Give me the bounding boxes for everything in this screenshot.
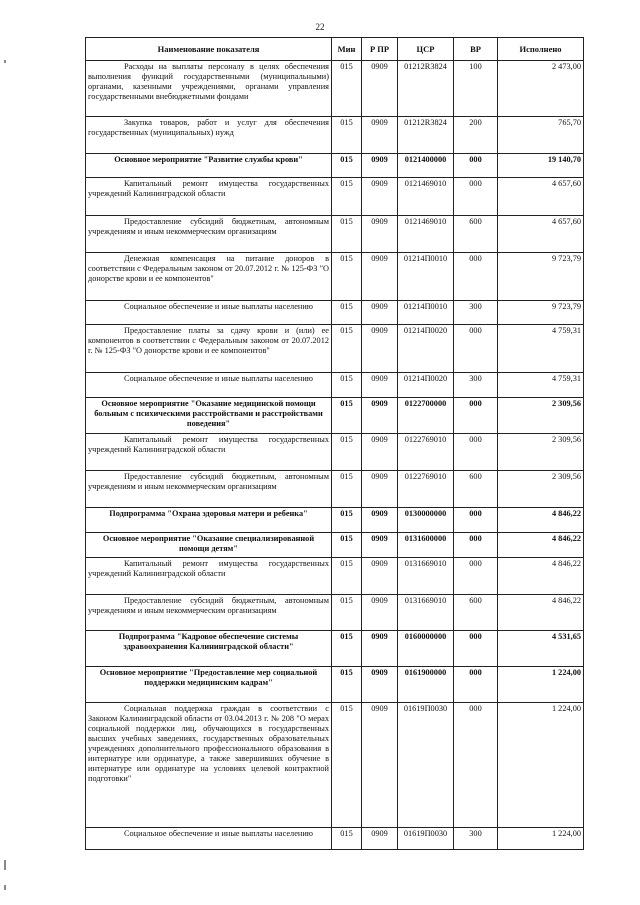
row-csr: 0122700000	[398, 398, 454, 434]
row-min: 015	[332, 595, 362, 631]
row-csr: 0131669010	[398, 558, 454, 595]
row-amount: 19 140,70	[498, 154, 584, 178]
row-rpr: 0909	[362, 61, 398, 117]
row-amount: 1 224,00	[498, 828, 584, 850]
row-amount: 1 224,00	[498, 667, 584, 703]
row-rpr: 0909	[362, 373, 398, 398]
row-amount: 2 309,56	[498, 434, 584, 471]
row-amount: 4 846,22	[498, 533, 584, 558]
column-header-amount: Исполнено	[498, 38, 584, 61]
row-rpr: 0909	[362, 325, 398, 373]
row-name: Предоставление субсидий бюджетным, автономным учреждениям и иным некоммерческим организациям	[86, 471, 332, 508]
row-amount: 4 759,31	[498, 325, 584, 373]
table-row	[86, 61, 584, 117]
row-min: 015	[332, 178, 362, 216]
table-row	[86, 595, 584, 631]
page-number: 22	[315, 22, 325, 32]
row-vr: 000	[454, 533, 498, 558]
row-vr: 000	[454, 434, 498, 471]
row-rpr: 0909	[362, 253, 398, 301]
row-min: 015	[332, 325, 362, 373]
row-rpr: 0909	[362, 178, 398, 216]
table-row	[86, 253, 584, 301]
row-min: 015	[332, 667, 362, 703]
row-csr: 0121469010	[398, 216, 454, 253]
row-vr: 000	[454, 508, 498, 533]
column-header-vr: ВР	[454, 38, 498, 61]
table-row	[86, 301, 584, 325]
table-row	[86, 558, 584, 595]
row-vr: 000	[454, 703, 498, 828]
table-row	[86, 398, 584, 434]
row-vr: 000	[454, 398, 498, 434]
scan-artifact	[4, 60, 6, 63]
row-vr: 600	[454, 595, 498, 631]
row-min: 015	[332, 828, 362, 850]
row-rpr: 0909	[362, 828, 398, 850]
row-min: 015	[332, 61, 362, 117]
row-rpr: 0909	[362, 595, 398, 631]
row-vr: 300	[454, 373, 498, 398]
row-vr: 300	[454, 301, 498, 325]
row-amount: 1 224,00	[498, 703, 584, 828]
table-row	[86, 178, 584, 216]
row-name: Подпрограмма "Охрана здоровья матери и ребенка"	[86, 508, 332, 533]
row-vr: 000	[454, 558, 498, 595]
row-amount: 4 846,22	[498, 558, 584, 595]
row-min: 015	[332, 471, 362, 508]
row-name: Социальное обеспечение и иные выплаты населению	[86, 301, 332, 325]
row-amount: 9 723,79	[498, 253, 584, 301]
row-name: Капитальный ремонт имущества государственных учреждений Калининградской области	[86, 434, 332, 471]
table-row	[86, 533, 584, 558]
row-rpr: 0909	[362, 301, 398, 325]
row-vr: 000	[454, 178, 498, 216]
row-rpr: 0909	[362, 667, 398, 703]
row-amount: 4 846,22	[498, 508, 584, 533]
row-name: Закупка товаров, работ и услуг для обеспечения государственных (муниципальных) нужд	[86, 117, 332, 154]
row-csr: 01214П0020	[398, 373, 454, 398]
row-name: Предоставление субсидий бюджетным, автономным учреждениям и иным некоммерческим организациям	[86, 216, 332, 253]
row-name: Предоставление платы за сдачу крови и (или) ее компонентов в соответствии с Федеральным законом от 20.07.2012 г. № 125-ФЗ "О донорстве крови и ее компонентов"	[86, 325, 332, 373]
table-row	[86, 828, 584, 850]
row-csr: 0122769010	[398, 471, 454, 508]
row-name: Социальное обеспечение и иные выплаты населению	[86, 828, 332, 850]
row-csr: 01212R3824	[398, 117, 454, 154]
column-header-rpr: Р ПР	[362, 38, 398, 61]
row-rpr: 0909	[362, 216, 398, 253]
table-row	[86, 216, 584, 253]
table-row	[86, 703, 584, 828]
row-amount: 4 846,22	[498, 595, 584, 631]
table-row	[86, 117, 584, 154]
row-vr: 100	[454, 61, 498, 117]
row-csr: 0122769010	[398, 434, 454, 471]
row-name: Основное мероприятие "Предоставление мер социальной поддержки медицинским кадрам"	[86, 667, 332, 703]
row-rpr: 0909	[362, 117, 398, 154]
row-amount: 2 309,56	[498, 398, 584, 434]
row-csr: 0131669010	[398, 595, 454, 631]
row-vr: 000	[454, 325, 498, 373]
row-vr: 000	[454, 667, 498, 703]
row-name: Капитальный ремонт имущества государственных учреждений Калининградской области	[86, 558, 332, 595]
row-amount: 4 657,60	[498, 178, 584, 216]
scan-artifact	[4, 860, 6, 870]
row-min: 015	[332, 508, 362, 533]
row-csr: 01214П0010	[398, 301, 454, 325]
row-amount: 4 531,65	[498, 631, 584, 667]
row-amount: 2 473,00	[498, 61, 584, 117]
row-min: 015	[332, 117, 362, 154]
row-name: Капитальный ремонт имущества государственных учреждений Калининградской области	[86, 178, 332, 216]
row-min: 015	[332, 631, 362, 667]
row-csr: 0121469010	[398, 178, 454, 216]
row-csr: 0130000000	[398, 508, 454, 533]
row-vr: 000	[454, 631, 498, 667]
row-rpr: 0909	[362, 533, 398, 558]
row-csr: 0131600000	[398, 533, 454, 558]
row-min: 015	[332, 558, 362, 595]
row-name: Социальное обеспечение и иные выплаты населению	[86, 373, 332, 398]
row-rpr: 0909	[362, 471, 398, 508]
row-vr: 000	[454, 154, 498, 178]
row-rpr: 0909	[362, 703, 398, 828]
column-header-name: Наименование показателя	[86, 38, 332, 61]
table-body	[86, 61, 584, 850]
row-vr: 000	[454, 253, 498, 301]
table-row	[86, 631, 584, 667]
row-min: 015	[332, 216, 362, 253]
row-name: Основное мероприятие "Оказание специализированной помощи детям"	[86, 533, 332, 558]
row-min: 015	[332, 154, 362, 178]
row-amount: 4 657,60	[498, 216, 584, 253]
row-csr: 01619П0030	[398, 703, 454, 828]
row-min: 015	[332, 434, 362, 471]
column-header-csr: ЦСР	[398, 38, 454, 61]
row-name: Подпрограмма "Кадровое обеспечение системы здравоохранения Калининградской области"	[86, 631, 332, 667]
table-row	[86, 667, 584, 703]
row-amount: 765,70	[498, 117, 584, 154]
row-amount: 4 759,31	[498, 373, 584, 398]
row-csr: 01214П0020	[398, 325, 454, 373]
row-vr: 300	[454, 828, 498, 850]
row-csr: 01619П0030	[398, 828, 454, 850]
row-vr: 200	[454, 117, 498, 154]
row-vr: 600	[454, 471, 498, 508]
scan-artifact	[4, 885, 6, 890]
row-amount: 2 309,56	[498, 471, 584, 508]
table-header-row	[86, 38, 584, 61]
row-csr: 01214П0010	[398, 253, 454, 301]
row-min: 015	[332, 301, 362, 325]
table-row	[86, 373, 584, 398]
row-name: Расходы на выплаты персоналу в целях обеспечения выполнения функций государственными (муниципальными) органами, казенными учреждениями, органами управления государственными внебюджетными фондами	[86, 61, 332, 117]
budget-execution-table	[85, 37, 584, 850]
row-rpr: 0909	[362, 631, 398, 667]
row-csr: 0160000000	[398, 631, 454, 667]
row-rpr: 0909	[362, 558, 398, 595]
row-min: 015	[332, 373, 362, 398]
row-name: Основное мероприятие "Оказание медицинской помощи больным с психическими расстройствами и расстройствами поведения"	[86, 398, 332, 434]
row-rpr: 0909	[362, 154, 398, 178]
row-rpr: 0909	[362, 398, 398, 434]
row-min: 015	[332, 253, 362, 301]
table-row	[86, 434, 584, 471]
row-csr: 0121400000	[398, 154, 454, 178]
row-rpr: 0909	[362, 434, 398, 471]
row-min: 015	[332, 533, 362, 558]
row-name: Предоставление субсидий бюджетным, автономным учреждениям и иным некоммерческим организациям	[86, 595, 332, 631]
table-row	[86, 508, 584, 533]
row-rpr: 0909	[362, 508, 398, 533]
row-name: Денежная компенсация на питание доноров в соответствии с Федеральным законом от 20.07.2012 г. № 125-ФЗ "О донорстве крови и ее компонентов"	[86, 253, 332, 301]
row-name: Основное мероприятие "Развитие службы крови"	[86, 154, 332, 178]
row-min: 015	[332, 398, 362, 434]
table-row	[86, 471, 584, 508]
row-vr: 600	[454, 216, 498, 253]
row-csr: 0161900000	[398, 667, 454, 703]
column-header-min: Мин	[332, 38, 362, 61]
row-min: 015	[332, 703, 362, 828]
row-amount: 9 723,79	[498, 301, 584, 325]
table-row	[86, 325, 584, 373]
table-row	[86, 154, 584, 178]
row-csr: 01212R3824	[398, 61, 454, 117]
row-name: Социальная поддержка граждан в соответствии с Законом Калининградской области от 03.04.2013 г. № 208 "О мерах социальной поддержки лиц, обучающихся в государственных высших учебных заведениях, государственных образовательных учреждениях дополнительного профессионального образования в интернатуре или ординатуре, а также завершивших обучение в интернатуре или ординатуре на условиях целевой контрактной подготовки"	[86, 703, 332, 828]
